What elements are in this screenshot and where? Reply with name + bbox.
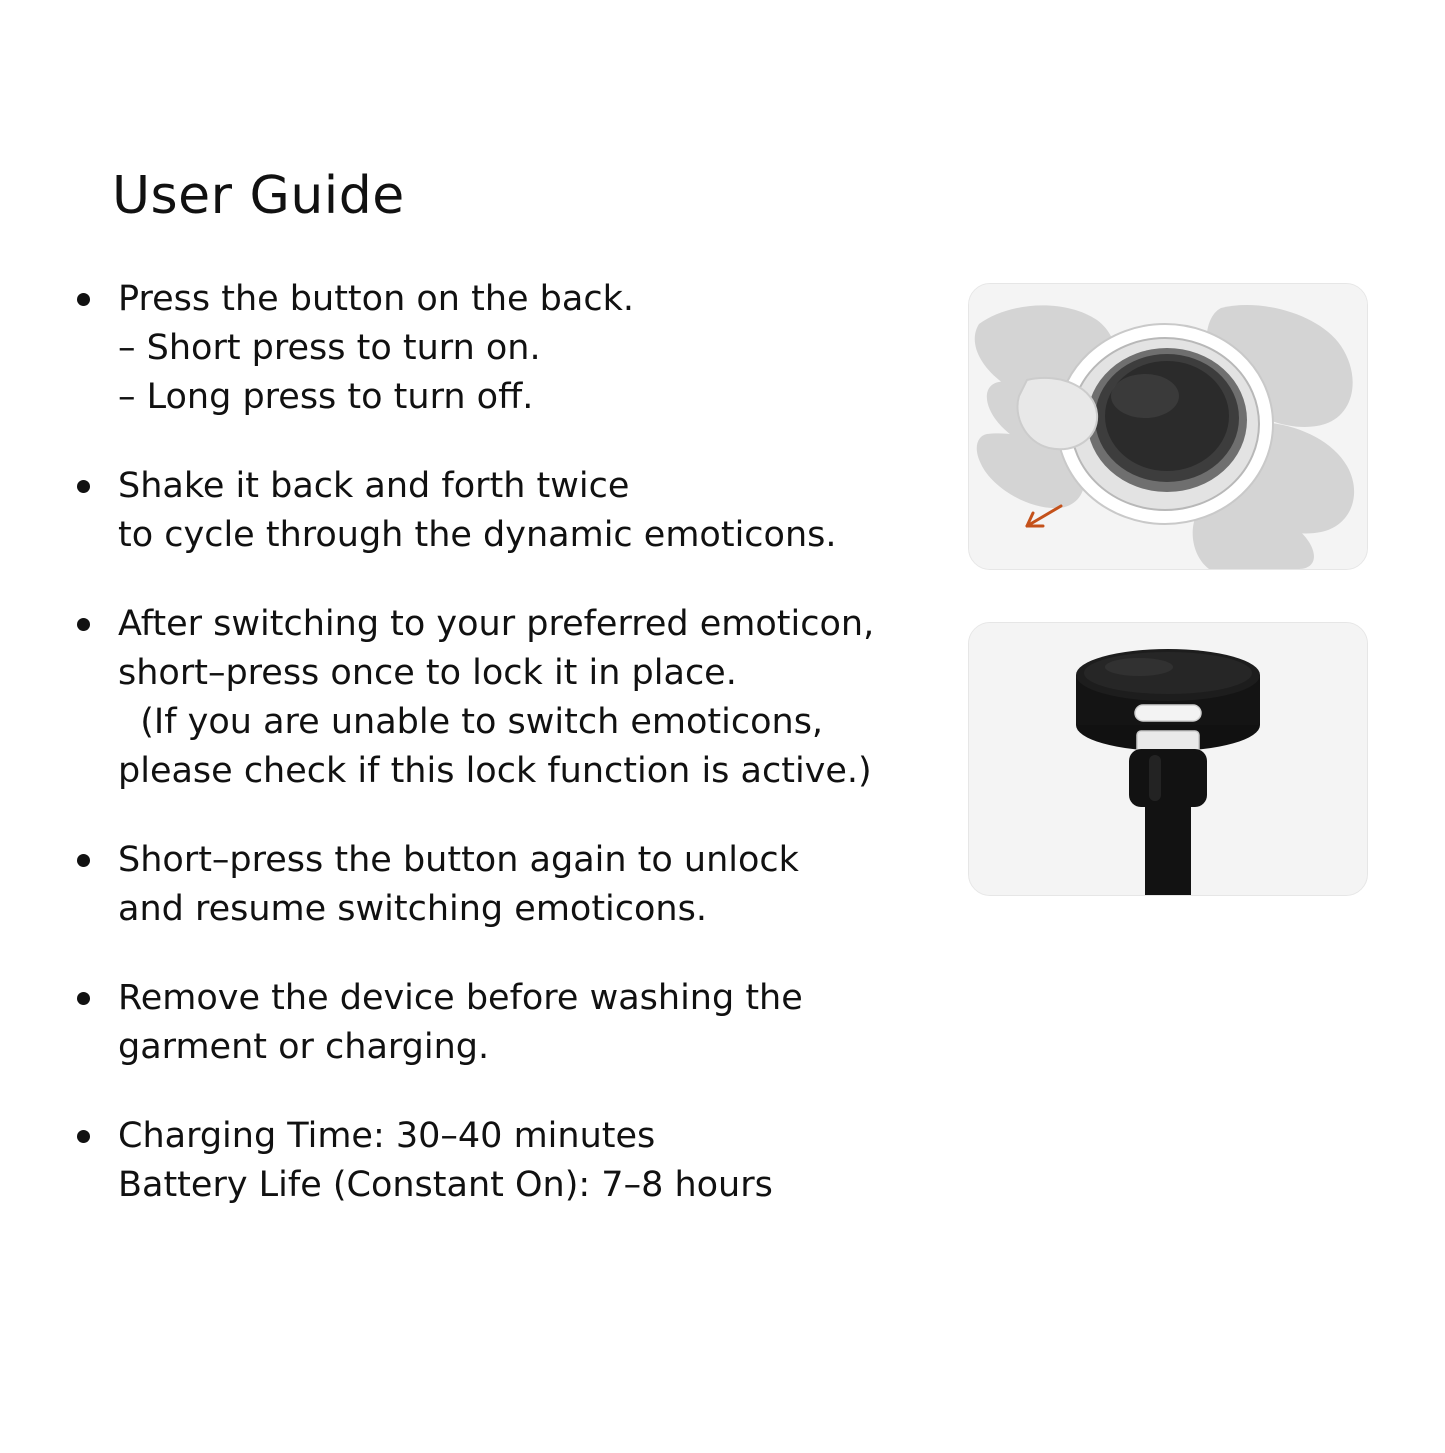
list-item-line: – Short press to turn on. (118, 328, 541, 368)
page-title: User Guide (112, 166, 405, 226)
list-item-line: (If you are unable to switch emoticons, (118, 702, 824, 742)
list-item-lines (118, 600, 950, 796)
list-item-line: Charging Time: 30–40 minutes (118, 1116, 656, 1156)
bullet-dot-icon (77, 293, 90, 306)
list-item-line: short–press once to lock it in place. (118, 653, 737, 693)
list-item (70, 974, 950, 1072)
list-item-line: Press the button on the back. (118, 279, 634, 319)
instruction-list (70, 275, 950, 1210)
hand-pressing-button-illustration (968, 283, 1368, 570)
list-item-lines (118, 836, 950, 934)
bullet-dot-icon (77, 854, 90, 867)
list-item-line: please check if this lock function is active.) (118, 751, 872, 791)
list-item-lines (118, 974, 950, 1072)
device-charging-illustration (968, 622, 1368, 896)
list-item-line: Short–press the button again to unlock (118, 840, 799, 880)
list-item-line: – Long press to turn off. (118, 377, 534, 417)
list-item-line: garment or charging. (118, 1027, 490, 1067)
bullet-dot-icon (77, 1130, 90, 1143)
list-item (70, 600, 950, 796)
list-item-line: After switching to your preferred emoticon, (118, 604, 875, 644)
list-item-line: to cycle through the dynamic emoticons. (118, 515, 837, 555)
list-item (70, 462, 950, 560)
list-item-lines (118, 1112, 950, 1210)
list-item-line: Battery Life (Constant On): 7–8 hours (118, 1165, 773, 1205)
list-item (70, 836, 950, 934)
bullet-dot-icon (77, 618, 90, 631)
bullet-dot-icon (77, 992, 90, 1005)
list-item (70, 1112, 950, 1210)
list-item-line: and resume switching emoticons. (118, 889, 707, 929)
list-item-line: Shake it back and forth twice (118, 466, 630, 506)
list-item-lines (118, 275, 950, 422)
list-item-line: Remove the device before washing the (118, 978, 803, 1018)
list-item (70, 275, 950, 422)
bullet-dot-icon (77, 480, 90, 493)
list-item-lines (118, 462, 950, 560)
